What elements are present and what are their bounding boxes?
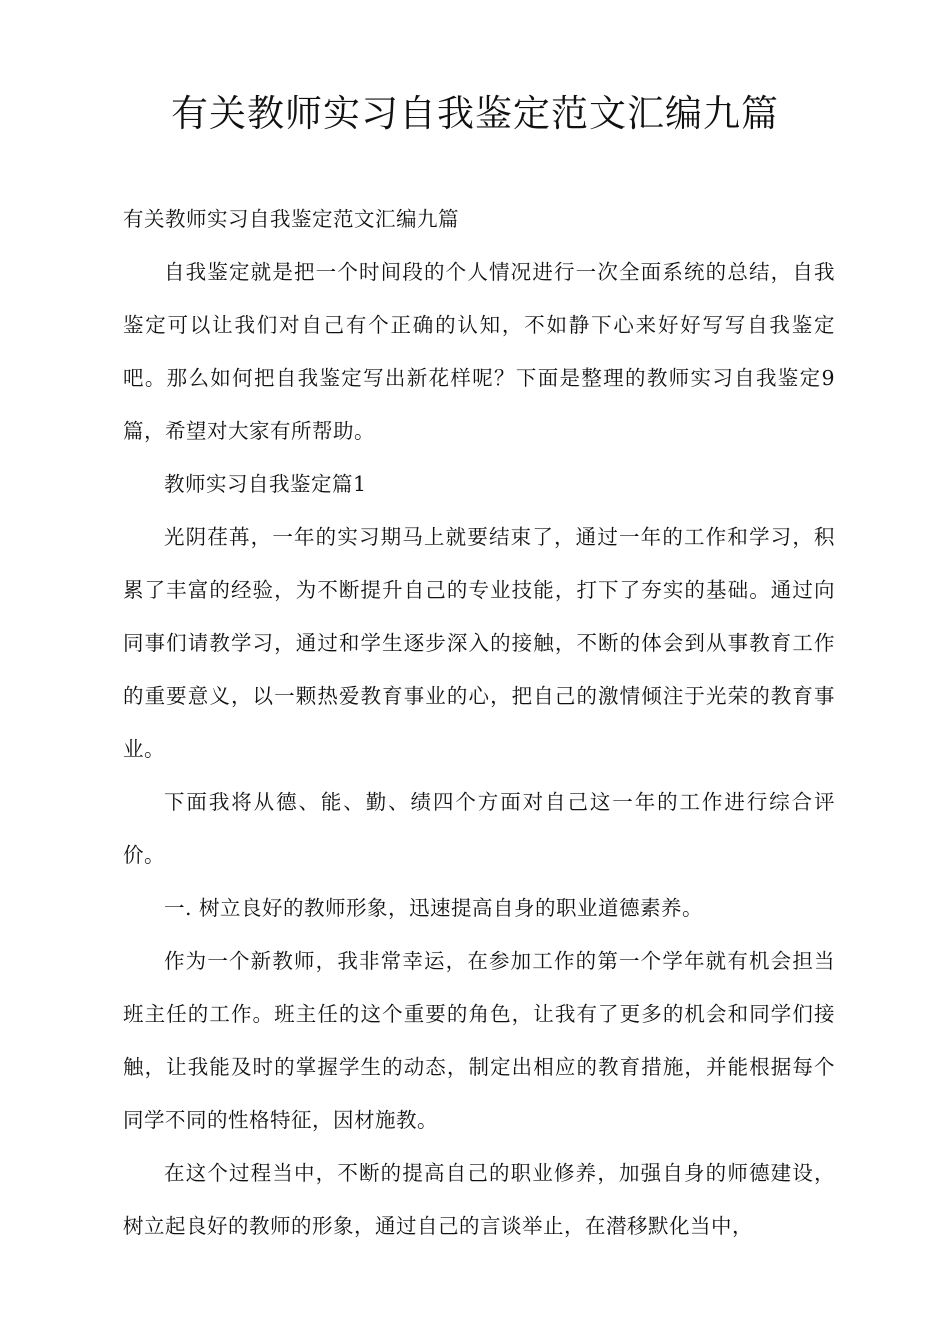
paragraph: 在这个过程当中，不断的提高自己的职业修养，加强自身的师德建设，树立起良好的教师的形象，通过自己的言谈举止，在潜移默化当中， (123, 1161, 835, 1238)
paragraph-subtitle: 有关教师实习自我鉴定范文汇编九篇 (123, 207, 459, 231)
document-body (123, 193, 835, 1253)
paragraph: 光阴荏苒，一年的实习期马上就要结束了，通过一年的工作和学习，积累了丰富的经验，为不断提升自己的专业技能，打下了夯实的基础。通过向同事们请教学习，通过和学生逐步深入的接触，不断的体会到从事教育工作的重要意义，以一颗热爱教育事业的心，把自己的激情倾注于光荣的教育事业。 (123, 525, 835, 761)
paragraph-intro: 自我鉴定就是把一个时间段的个人情况进行一次全面系统的总结，自我鉴定可以让我们对自己有个正确的认知，不如静下心来好好写写自我鉴定吧。那么如何把自我鉴定写出新花样呢？下面是整理的教师实习自我鉴定9篇，希望对大家有所帮助。 (123, 260, 835, 443)
document-title: 有关教师实习自我鉴定范文汇编九篇 (171, 92, 779, 135)
paragraph: 下面我将从德、能、勤、绩四个方面对自己这一年的工作进行综合评价。 (123, 790, 835, 867)
section-heading: 教师实习自我鉴定篇1 (164, 472, 367, 496)
numbered-heading: 一. 树立良好的教师形象，迅速提高自身的职业道德素养。 (164, 896, 704, 920)
paragraph: 作为一个新教师，我非常幸运，在参加工作的第一个学年就有机会担当班主任的工作。班主任的这个重要的角色，让我有了更多的机会和同学们接触，让我能及时的掌握学生的动态，制定出相应的教育措施，并能根据每个同学不同的性格特征，因材施教。 (123, 949, 835, 1132)
